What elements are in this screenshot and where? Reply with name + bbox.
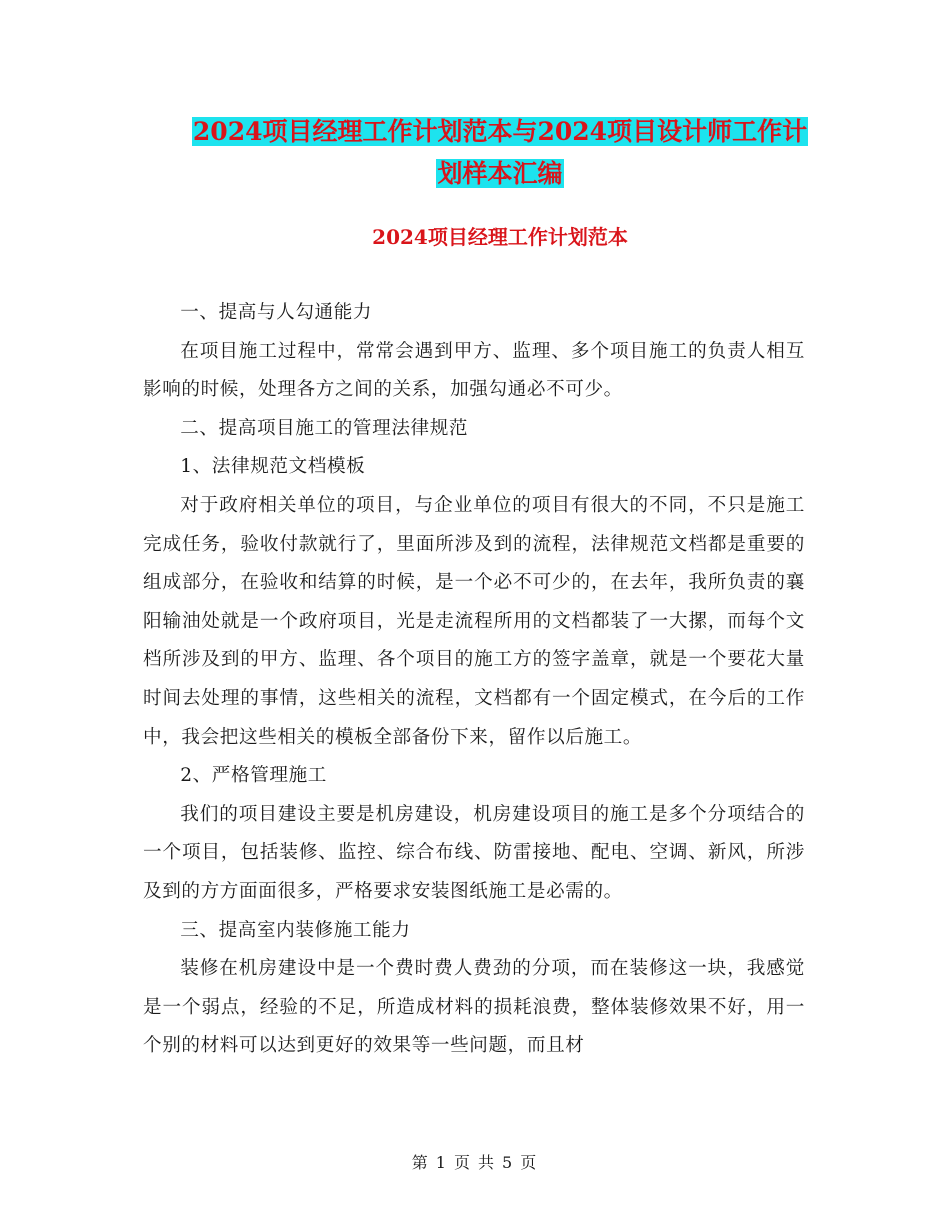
paragraph-communication: 在项目施工过程中，常常会遇到甲方、监理、多个项目施工的负责人相互影响的时候，处理各方之间的关系，加强勾通必不可少。	[143, 340, 805, 401]
footer-total-unit: 页	[520, 1153, 539, 1172]
heading-interior-decoration: 三、提高室内装修施工能力	[180, 919, 411, 941]
document-title	[140, 111, 860, 195]
heading-management-regulation: 二、提高项目施工的管理法律规范	[180, 417, 469, 439]
paragraph-strict-management: 我们的项目建设主要是机房建设，机房建设项目的施工是多个分项结合的一个项目，包括装修、监控、综合布线、防雷接地、配电、空调、新风，所涉及到的方方面面很多，严格要求安装图纸施工是必需的。	[143, 803, 805, 902]
footer-total-pages: 5	[502, 1153, 515, 1172]
section-title: 2024项目经理工作计划范本	[372, 225, 628, 249]
footer-page-unit: 页	[453, 1153, 472, 1172]
document-title-line-2: 划样本汇编	[437, 159, 563, 188]
paragraph-document-templates: 对于政府相关单位的项目，与企业单位的项目有很大的不同，不只是施工完成任务，验收付款就行了，里面所涉及到的流程，法律规范文档都是重要的组成部分，在验收和结算的时候，是一个必不可少的，在去年，我所负责的襄阳输油处就是一个政府项目，光是走流程所用的文档都装了一大摞，而每个文档所涉及到的甲方、监理、各个项目的施工方的签字盖章，就是一个要花大量时间去处理的事情，这些相关的流程，文档都有一个固定模式，在今后的工作中，我会把这些相关的模板全部备份下来，留作以后施工。	[143, 494, 805, 748]
subheading-strict-management: 2、严格管理施工	[180, 765, 327, 787]
document-body	[143, 294, 805, 1066]
page-footer	[0, 1150, 950, 1173]
heading-communication: 一、提高与人勾通能力	[180, 302, 373, 323]
footer-prefix: 第	[411, 1153, 430, 1172]
subheading-document-templates: 1、法律规范文档模板	[180, 456, 366, 478]
footer-current-page: 1	[435, 1153, 448, 1172]
paragraph-interior-decoration: 装修在机房建设中是一个费时费人费劲的分项，而在装修这一块，我感觉是一个弱点，经验的不足，所造成材料的损耗浪费，整体装修效果不好，用一个别的材料可以达到更好的效果等一些问题，而且材	[143, 958, 805, 1057]
document-title-line-1: 2024项目经理工作计划范本与2024项目设计师工作计	[192, 117, 808, 146]
footer-total-prefix: 共	[478, 1153, 497, 1172]
